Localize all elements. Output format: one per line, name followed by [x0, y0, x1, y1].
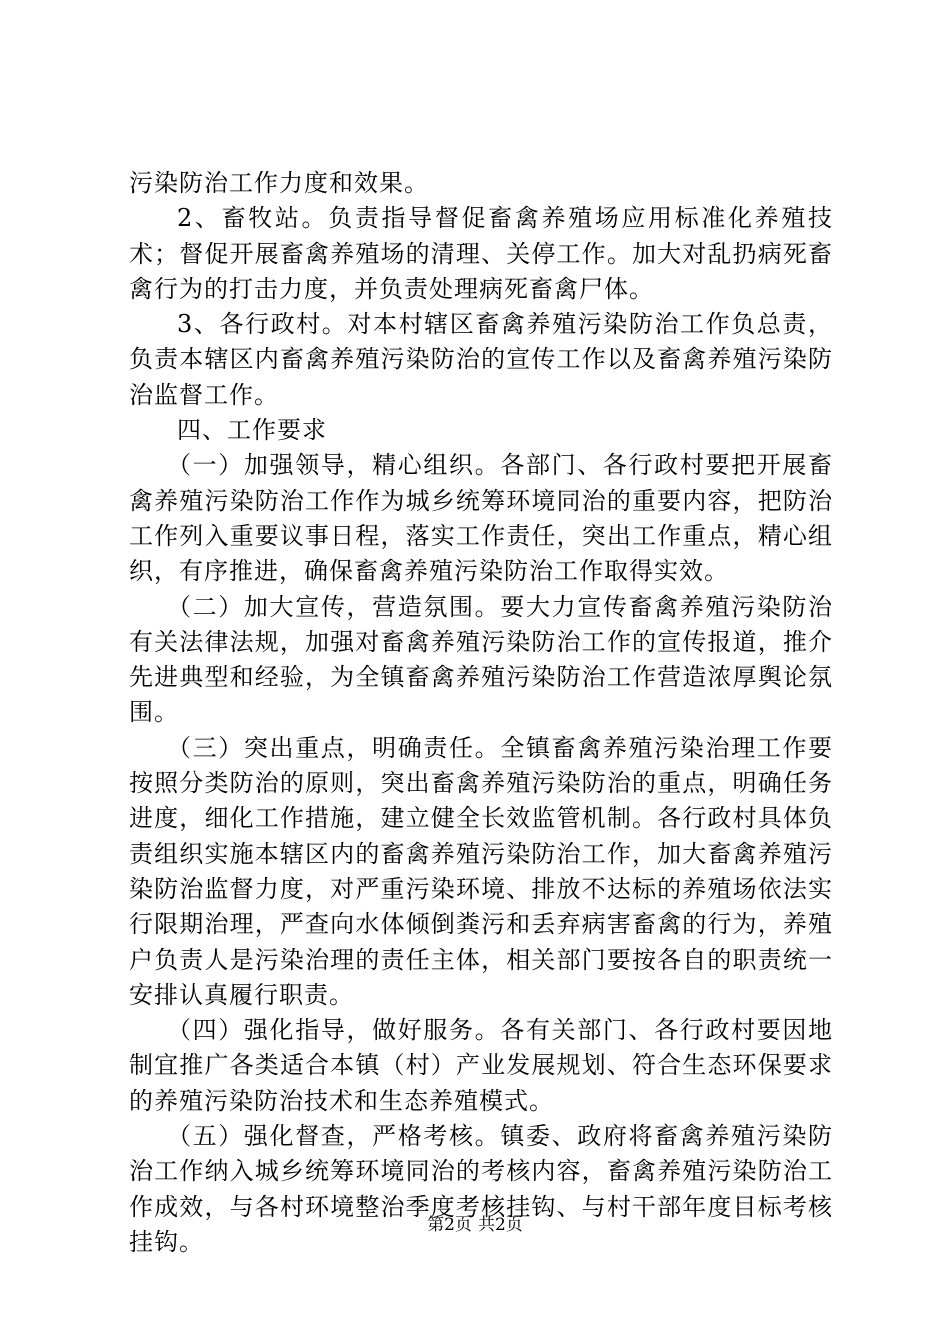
paragraph-requirement-1: （一）加强领导，精心组织。各部门、各行政村要把开展畜禽养殖污染防治工作作为城乡统筹环境同治的重要内容，把防治工作列入重要议事日程，落实工作责任，突出工作重点，精心组织，有序推进，确保畜禽养殖污染防治工作取得实效。: [129, 451, 833, 586]
page-total: 共2页: [478, 1215, 523, 1235]
paragraph-requirement-5: （五）强化督查，严格考核。镇委、政府将畜禽养殖污染防治工作纳入城乡统筹环境同治的考核内容，畜禽养殖污染防治工作成效，与各村环境整治季度考核挂钩、与村干部年度目标考核挂钩。: [129, 1122, 833, 1256]
paragraph-continuation: 污染防治工作力度和效果。: [129, 169, 429, 197]
paragraph-villages: 3、各行政村。对本村辖区畜禽养殖污染防治工作负总责，负责本辖区内畜禽养殖污染防治的宣传工作以及畜禽养殖污染防治监督工作。: [129, 310, 833, 409]
page-number: 第2页: [427, 1215, 472, 1235]
page-footer: [0, 1214, 950, 1236]
paragraph-livestock-station: 2、畜牧站。负责指导督促畜禽养殖场应用标准化养殖技术；督促开展畜禽养殖场的清理、关停工作。加大对乱扔病死畜禽行为的打击力度，并负责处理病死畜禽尸体。: [129, 204, 833, 303]
paragraph-requirement-3: （三）突出重点，明确责任。全镇畜禽养殖污染治理工作要按照分类防治的原则，突出畜禽养殖污染防治的重点，明确任务进度，细化工作措施，建立健全长效监管机制。各行政村具体负责组织实施本辖区内的畜禽养殖污染防治工作，加大畜禽养殖污染防治监督力度，对严重污染环境、排放不达标的养殖场依法实行限期治理，严查向水体倾倒粪污和丢弃病害畜禽的行为，养殖户负责人是污染治理的责任主体，相关部门要按各自的职责统一安排认真履行职责。: [129, 733, 833, 1009]
document-body: [129, 166, 833, 1260]
paragraph-requirement-2: （二）加大宣传，营造氛围。要大力宣传畜禽养殖污染防治有关法律法规，加强对畜禽养殖污染防治工作的宣传报道，推介先进典型和经验，为全镇畜禽养殖污染防治工作营造浓厚舆论氛围。: [129, 592, 833, 727]
paragraph-requirement-4: （四）强化指导，做好服务。各有关部门、各行政村要因地制宜推广各类适合本镇（村）产业发展规划、符合生态环保要求的养殖污染防治技术和生态养殖模式。: [129, 1016, 833, 1115]
section-heading-requirements: 四、工作要求: [177, 416, 327, 445]
